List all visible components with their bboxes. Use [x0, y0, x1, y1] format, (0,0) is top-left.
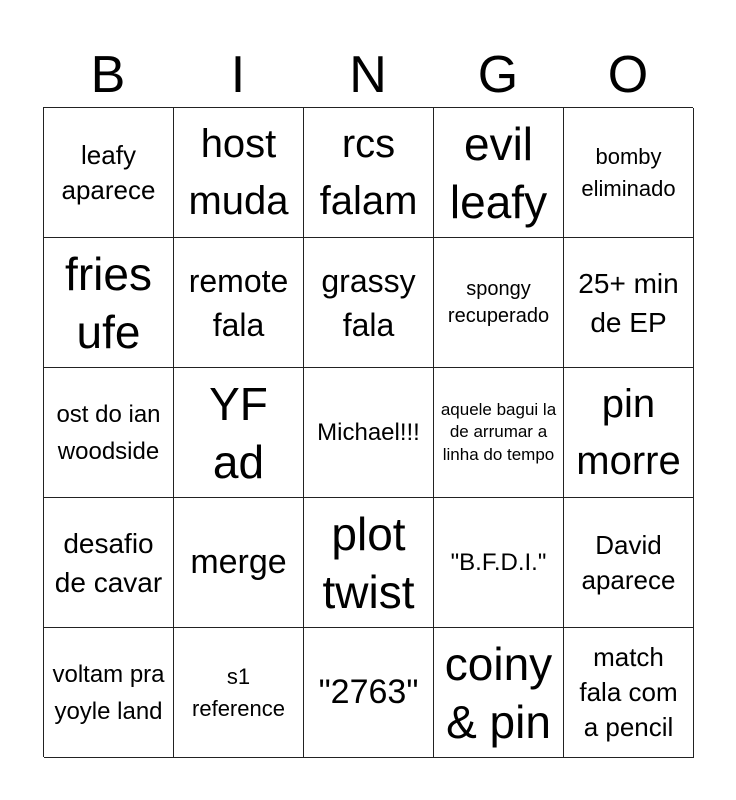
cell-text: 25+ min de EP: [578, 267, 679, 338]
cell-text: YF ad: [209, 377, 268, 488]
cell-text: Michael!!!: [317, 419, 420, 446]
header-letter-n: N: [349, 46, 387, 104]
cell-text: rcs falam: [319, 121, 418, 223]
bingo-cell[interactable]: [304, 498, 434, 628]
bingo-cell[interactable]: [174, 628, 304, 758]
cell-text: match fala com a pencil: [579, 642, 678, 742]
bingo-cell[interactable]: [434, 108, 564, 238]
cell-text: evil leafy: [449, 117, 548, 228]
bingo-cell[interactable]: [564, 108, 694, 238]
cell-text: aquele bagui la de arrumar a linha do tempo: [440, 399, 557, 464]
bingo-cell[interactable]: [44, 498, 174, 628]
cell-text: fries ufe: [65, 247, 152, 358]
cell-text: "B.F.D.I.": [450, 549, 547, 576]
cell-text: host muda: [188, 121, 289, 223]
bingo-header: [43, 42, 693, 108]
bingo-cell[interactable]: [304, 108, 434, 238]
cell-text: ost do ian woodside: [56, 400, 161, 465]
bingo-cell[interactable]: [434, 368, 564, 498]
header-letter-b: B: [90, 46, 126, 104]
bingo-cell[interactable]: [174, 368, 304, 498]
cell-text: desafio de cavar: [54, 527, 163, 598]
cell-text: merge: [190, 543, 287, 581]
cell-text: grassy fala: [321, 262, 416, 343]
bingo-cell[interactable]: [44, 628, 174, 758]
header-letter-o: O: [607, 46, 649, 104]
cell-text: leafy aparece: [61, 139, 156, 205]
cell-text: plot twist: [322, 507, 415, 618]
header-letter-i: I: [230, 46, 246, 104]
cell-text: remote fala: [188, 262, 289, 343]
bingo-cell[interactable]: [44, 238, 174, 368]
cell-text: s1 reference: [192, 663, 285, 721]
cell-text: "2763": [318, 673, 419, 711]
cell-text: voltam pra yoyle land: [52, 660, 165, 725]
bingo-cell[interactable]: [174, 238, 304, 368]
bingo-cell[interactable]: [564, 368, 694, 498]
bingo-cell[interactable]: [304, 238, 434, 368]
bingo-cell[interactable]: [564, 238, 694, 368]
bingo-cell[interactable]: [44, 368, 174, 498]
cell-text: pin morre: [576, 381, 681, 483]
header-letter-g: G: [477, 46, 519, 104]
bingo-cell[interactable]: [434, 628, 564, 758]
bingo-grid: [43, 107, 693, 757]
bingo-cell[interactable]: [174, 108, 304, 238]
cell-text: spongy recuperado: [447, 277, 550, 327]
cell-text: bomby eliminado: [581, 143, 676, 201]
bingo-cell[interactable]: [434, 498, 564, 628]
bingo-cell[interactable]: [44, 108, 174, 238]
bingo-cell[interactable]: [174, 498, 304, 628]
bingo-cell[interactable]: [564, 498, 694, 628]
bingo-cell[interactable]: [564, 628, 694, 758]
cell-text: coiny & pin: [444, 637, 553, 748]
bingo-cell[interactable]: [304, 628, 434, 758]
cell-text: David aparece: [581, 529, 676, 595]
bingo-cell[interactable]: [434, 238, 564, 368]
bingo-cell[interactable]: [304, 368, 434, 498]
